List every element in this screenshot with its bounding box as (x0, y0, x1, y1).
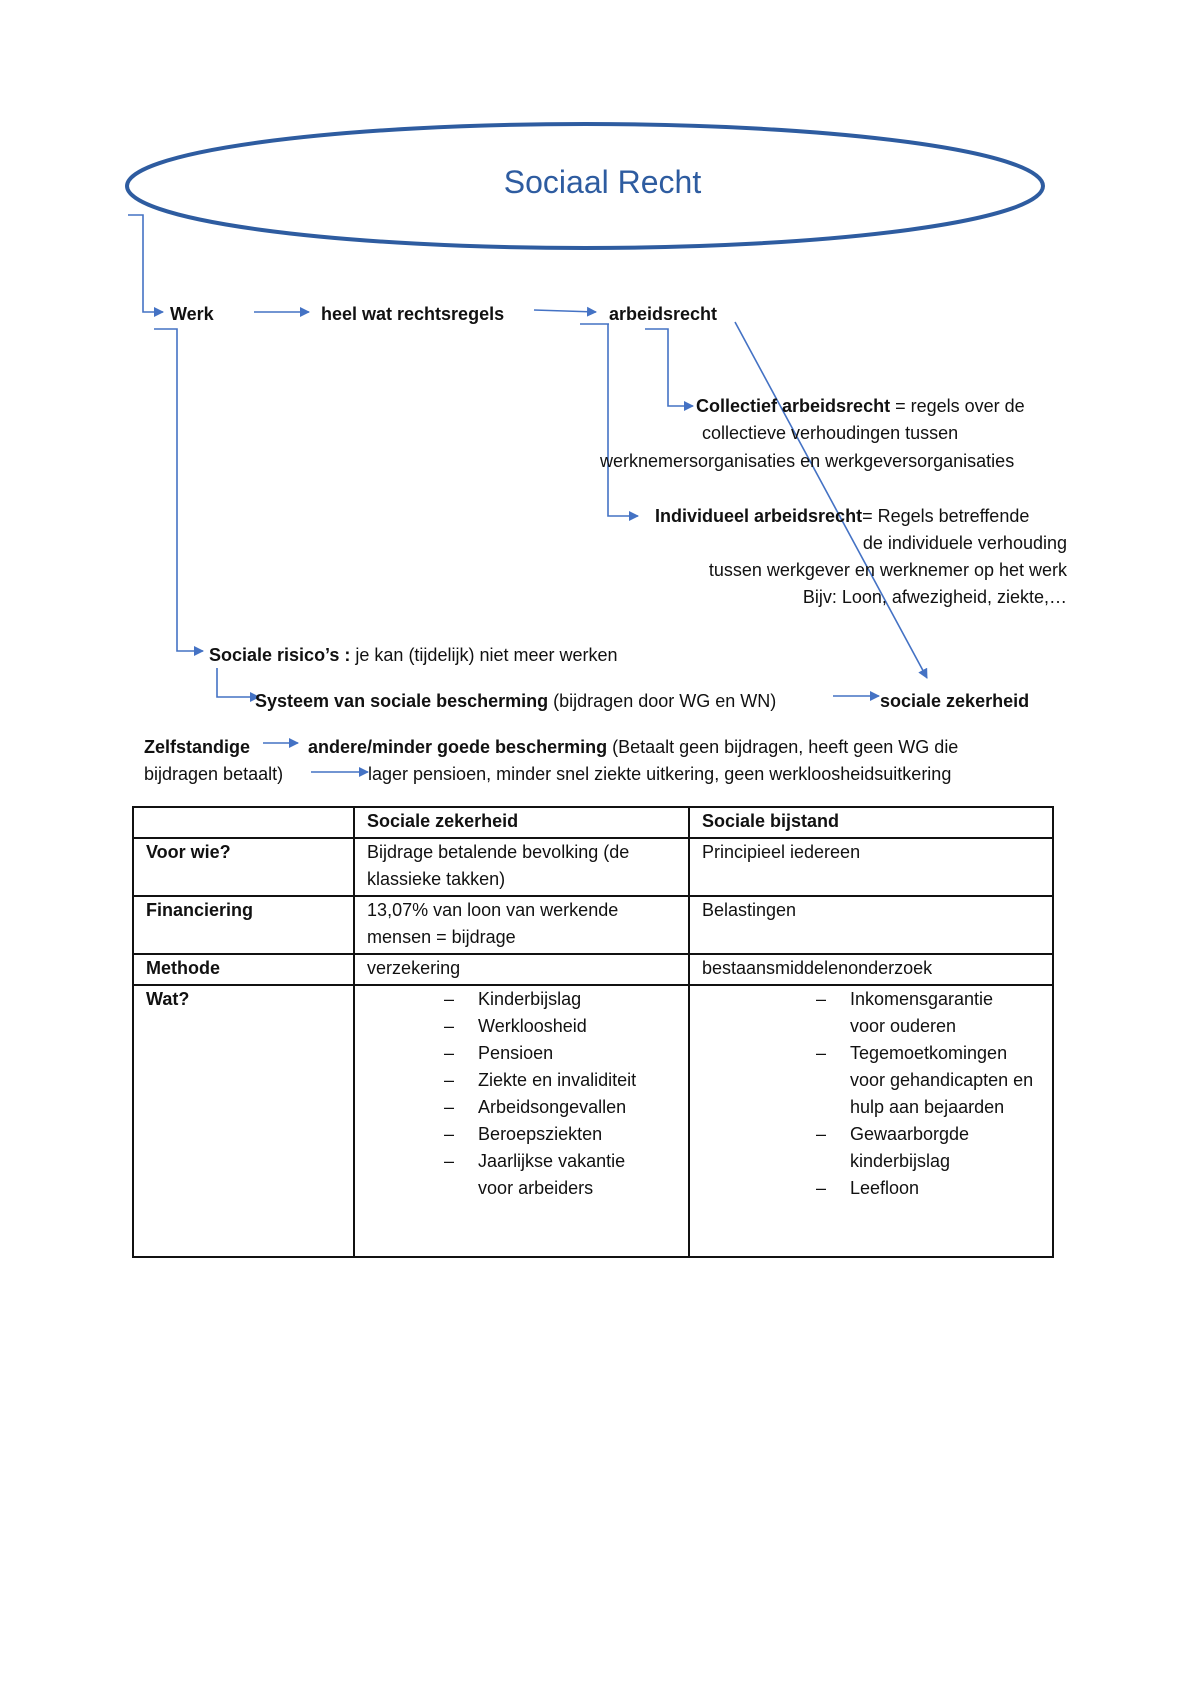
systeem-title: Systeem van sociale bescherming (255, 691, 549, 711)
arrow-arbeidsrecht-individueel (580, 324, 638, 516)
systeem-line (255, 690, 776, 712)
dash-bullet: – (815, 1124, 826, 1144)
zelfstandige-line (308, 736, 958, 758)
collectief-def: = regels over de (890, 396, 1025, 416)
list-item (444, 986, 676, 1013)
dash-bullet: – (815, 1178, 826, 1198)
table-header-cell: Sociale zekerheid (354, 807, 689, 838)
page-title: Sociaal Recht (503, 164, 702, 200)
dash-bullet: – (444, 1070, 455, 1090)
arrow-werk-risico (154, 329, 203, 651)
individueel-line3: tussen werkgever en werknemer op het werk (708, 560, 1067, 580)
dash-bullet: – (444, 989, 455, 1009)
lager-pensioen: lager pensioen, minder snel ziekte uitkering, geen werkloosheidsuitkering (368, 764, 952, 784)
table-cell: Belastingen (689, 896, 1053, 954)
list-item-text: Gewaarborgde kinderbijslag (849, 1124, 970, 1171)
dash-bullet: – (444, 1151, 455, 1171)
table-header-row (133, 807, 1053, 838)
comparison-table (132, 806, 1054, 1258)
node-rechtsregels: heel wat rechtsregels (321, 304, 505, 324)
table-row (133, 838, 1053, 896)
list-item-text: Beroepsziekten (478, 1124, 603, 1144)
individueel-line1 (655, 505, 1029, 527)
table-cell: Principieel iedereen (689, 838, 1053, 896)
list-item-text: Arbeidsongevallen (478, 1097, 627, 1117)
table-row (133, 896, 1053, 954)
list-item-text: Pensioen (478, 1043, 554, 1063)
node-arbeidsrecht: arbeidsrecht (609, 304, 718, 324)
risico-line (209, 644, 618, 666)
dash-bullet: – (444, 1124, 455, 1144)
individueel-def: = Regels betreffende (862, 506, 1030, 526)
collectief-line2: collectieve verhoudingen tussen (702, 423, 959, 443)
list-item (444, 1013, 676, 1040)
sz-list (444, 986, 676, 1202)
zelfstandige-label: Zelfstandige (144, 737, 251, 757)
list-item (815, 1121, 1000, 1175)
andere-title: andere/minder goede bescherming (308, 737, 608, 757)
collectief-title: Collectief arbeidsrecht (696, 396, 891, 416)
table-header-cell (133, 807, 354, 838)
arrow-ellipse-werk (128, 215, 163, 312)
row-label: Methode (133, 954, 354, 985)
list-item (815, 1175, 1040, 1202)
list-item (444, 1094, 676, 1121)
table-cell: bestaansmiddelenonderzoek (689, 954, 1053, 985)
list-item (444, 1067, 638, 1094)
dash-bullet: – (444, 1016, 455, 1036)
node-sociale-zekerheid: sociale zekerheid (880, 691, 1030, 711)
arrow-arbeidsrecht-sozek (735, 322, 927, 678)
table-cell (354, 985, 689, 1257)
list-item (815, 986, 1020, 1040)
table-cell: 13,07% van loon van werkende mensen = bijdrage (354, 896, 689, 954)
collectief-line1 (696, 395, 1025, 417)
dash-bullet: – (444, 1097, 455, 1117)
list-item-text: Inkomensgarantie voor ouderen (849, 989, 994, 1036)
table-cell: verzekering (354, 954, 689, 985)
andere-def: (Betaalt geen bijdragen, heeft geen WG die (607, 737, 959, 757)
table-cell (689, 985, 1053, 1257)
table-cell: Bijdrage betalende bevolking (de klassieke takken) (354, 838, 689, 896)
list-item (444, 1148, 658, 1202)
systeem-def: (bijdragen door WG en WN) (548, 691, 777, 711)
list-item-text: Jaarlijkse vakantie voor arbeiders (478, 1151, 626, 1198)
bijdragen-betaalt: bijdragen betaalt) (144, 764, 284, 784)
list-item-text: Werkloosheid (478, 1016, 587, 1036)
row-label: Financiering (133, 896, 354, 954)
collectief-line3: werknemersorganisaties en werkgeversorganisaties (600, 451, 1015, 471)
individueel-title: Individueel arbeidsrecht (655, 506, 863, 526)
arrow-arbeidsrecht-collectief (645, 329, 693, 406)
list-item (815, 1040, 1040, 1121)
dash-bullet: – (815, 1043, 826, 1063)
node-werk: Werk (170, 304, 214, 324)
sb-list (815, 986, 1040, 1202)
list-item-text: Ziekte en invaliditeit (478, 1070, 637, 1090)
table-row (133, 985, 1053, 1257)
table-header-cell: Sociale bijstand (689, 807, 1053, 838)
arrow-rechtsregels-arbeidsrecht (534, 310, 596, 312)
individueel-line2: de individuele verhouding (862, 533, 1067, 553)
list-item-text: Leefloon (849, 1178, 920, 1198)
table-row (133, 954, 1053, 985)
row-label: Voor wie? (133, 838, 354, 896)
list-item (444, 1040, 676, 1067)
list-item (444, 1121, 676, 1148)
list-item-text: Tegemoetkomingen voor gehandicapten en hulp aan bejaarden (849, 1043, 1034, 1117)
arrow-risico-systeem (217, 668, 259, 697)
individueel-line4: Bijv: Loon, afwezigheid, ziekte,… (802, 587, 1067, 607)
risico-def: je kan (tijdelijk) niet meer werken (350, 645, 618, 665)
dash-bullet: – (815, 989, 826, 1009)
risico-title: Sociale risico’s : (209, 645, 351, 665)
row-label: Wat? (133, 985, 354, 1257)
list-item-text: Kinderbijslag (478, 989, 582, 1009)
dash-bullet: – (444, 1043, 455, 1063)
